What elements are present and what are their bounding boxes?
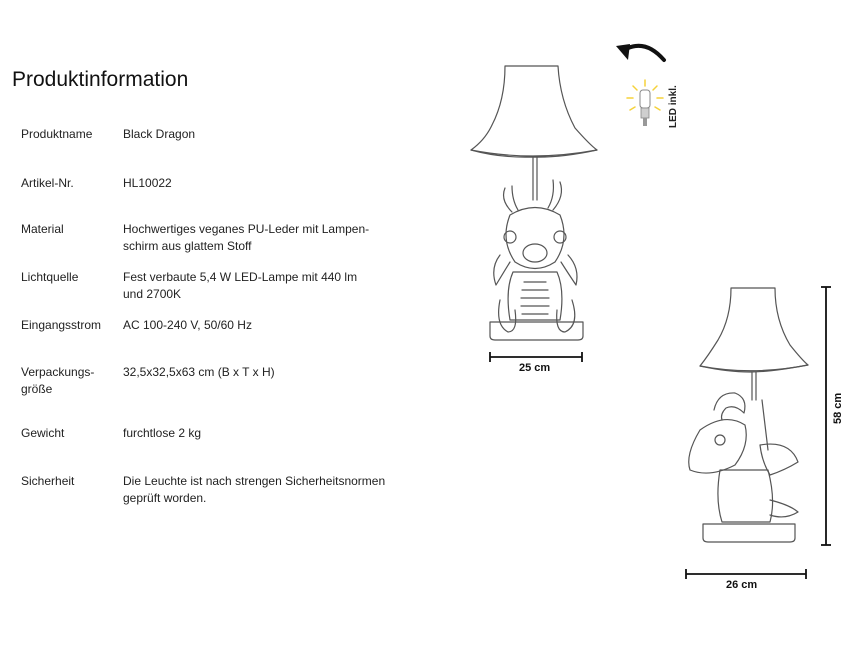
spec-value: furchtlose 2 kg: [123, 426, 202, 440]
spec-label: Sicherheit: [21, 474, 75, 488]
front-width-label: 25 cm: [519, 362, 551, 374]
spec-label: Verpackungs- größe: [21, 365, 95, 396]
spec-label: Produktname: [21, 127, 93, 141]
side-height-label: 58 cm: [832, 392, 844, 424]
side-width-label: 26 cm: [726, 579, 758, 591]
spec-value: Black Dragon: [123, 127, 196, 141]
spec-value: Fest verbaute 5,4 W LED-Lampe mit 440 lm und 2700K: [123, 270, 358, 301]
led-bulb-icon: [627, 80, 663, 126]
spec-label: Lichtquelle: [21, 270, 79, 284]
spec-value: 32,5x32,5x63 cm (B x T x H): [123, 365, 275, 379]
front-lamp-drawing: [471, 66, 597, 340]
dimension-lines: [490, 287, 831, 579]
spec-label: Artikel-Nr.: [21, 176, 74, 190]
side-lamp-drawing: [689, 288, 808, 542]
spec-label: Material: [21, 222, 64, 236]
page-title: Produktinformation: [12, 68, 189, 91]
spec-value: HL10022: [123, 176, 172, 190]
spec-label: Eingangsstrom: [21, 318, 102, 332]
spec-value: Hochwertiges veganes PU-Leder mit Lampen- schirm aus glattem Stoff: [123, 222, 370, 253]
curved-arrow-icon: [616, 44, 664, 60]
led-included-label: LED inkl.: [668, 85, 679, 128]
spec-value: Die Leuchte ist nach strengen Sicherheitsnormen geprüft worden.: [123, 474, 386, 505]
spec-label: Gewicht: [21, 426, 65, 440]
spec-value: AC 100-240 V, 50/60 Hz: [123, 318, 252, 332]
